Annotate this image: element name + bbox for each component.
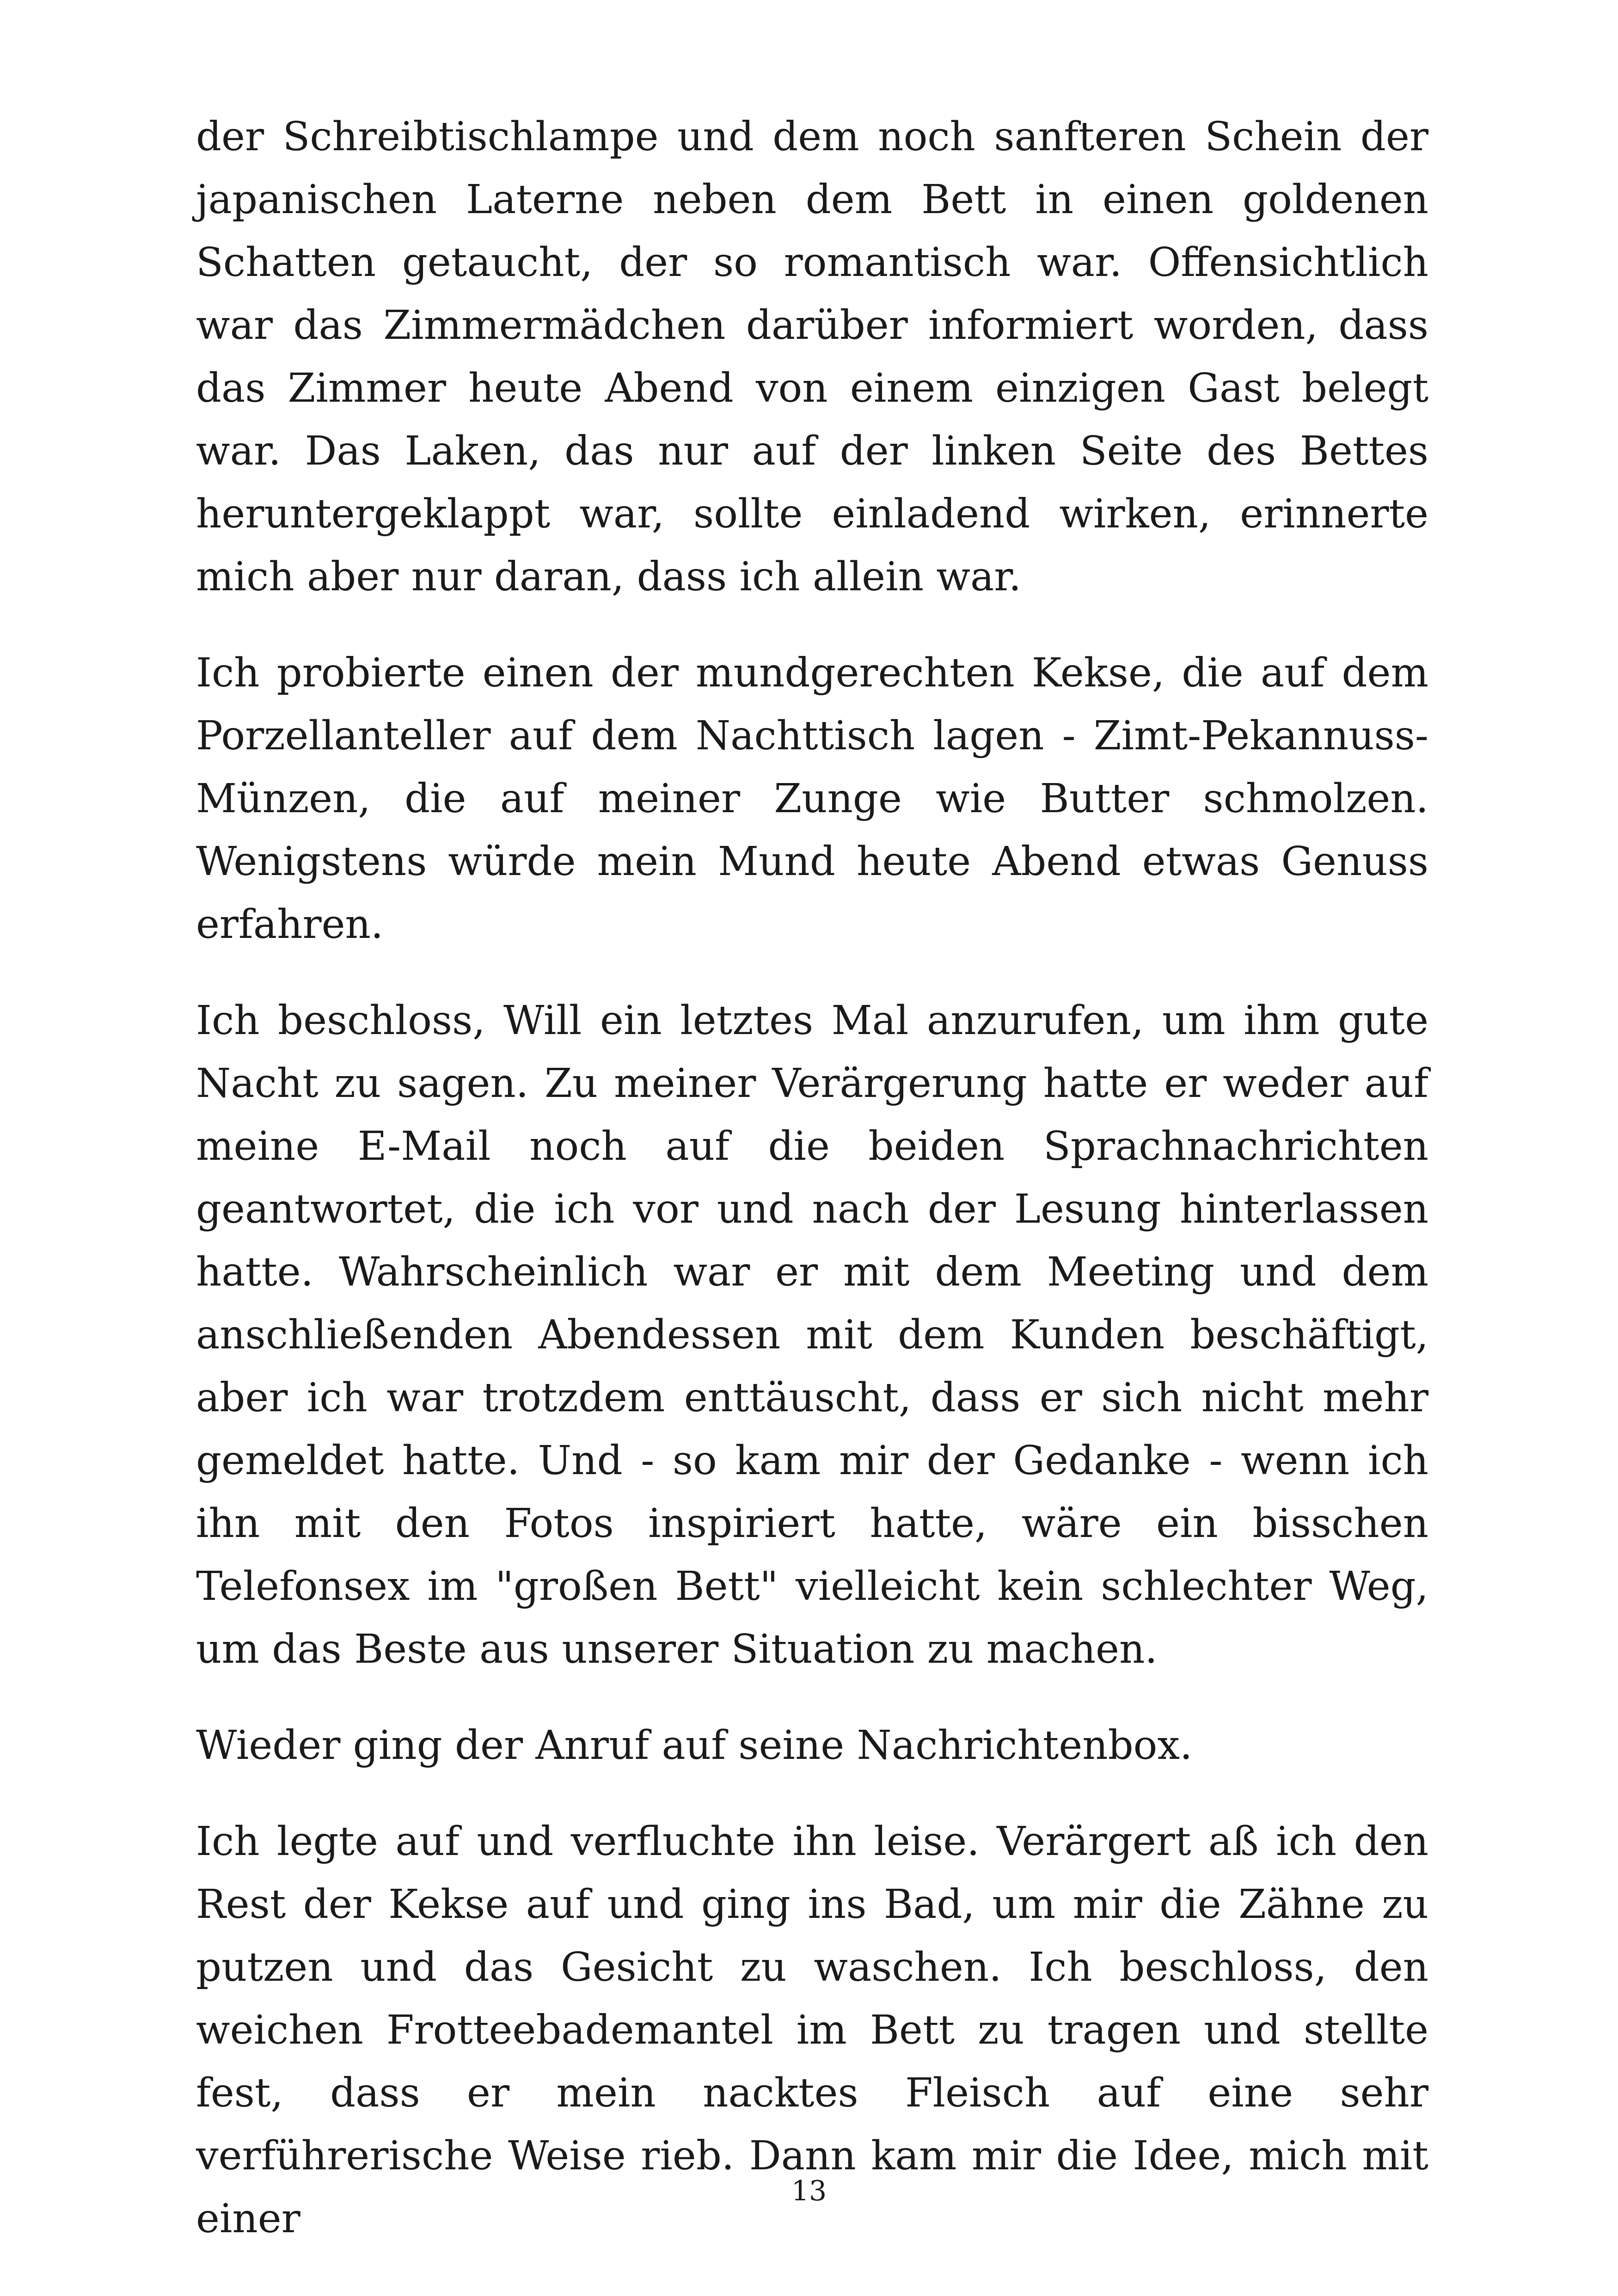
paragraph-2: Ich probierte einen der mundgerechten Kekse, die auf dem Porzellanteller auf dem Nachttisch lagen - Zimt-Pekannuss-Münzen, die auf meiner Zunge wie Butter schmolzen. Wenigstens würde mein Mund heute Abend etwas Genuss erfahren. xyxy=(196,650,1428,948)
paragraph-5: Ich legte auf und verfluchte ihn leise. Verärgert aß ich den Rest der Kekse auf und ging ins Bad, um mir die Zähne zu putzen und das Gesicht zu waschen. Ich beschloss, den weichen Frotteebademantel im Bett zu tragen und stellte fest, dass er mein nacktes Fleisch auf eine sehr verführerische Weise rieb. Dann kam mir die Idee, mich mit einer xyxy=(196,1818,1428,2242)
paragraph-3: Ich beschloss, Will ein letztes Mal anzurufen, um ihm gute Nacht zu sagen. Zu meiner Verärgerung hatte er weder auf meine E-Mail noch auf die beiden Sprachnachrichten geantwortet, die ich vor und nach der Lesung hinterlassen hatte. Wahrscheinlich war er mit dem Meeting und dem anschließenden Abendessen mit dem Kunden beschäftigt, aber ich war trotzdem enttäuscht, dass er sich nicht mehr gemeldet hatte. Und - so kam mir der Gedanke - wenn ich ihn mit den Fotos inspiriert hatte, wäre ein bisschen Telefonsex im "großen Bett" vielleicht kein schlechter Weg, um das Beste aus unserer Situation zu machen. xyxy=(196,998,1428,1672)
page-number: 13 xyxy=(791,2175,827,2207)
paragraph-1: der Schreibtischlampe und dem noch sanfteren Schein der japanischen Laterne neben dem Bett in einen goldenen Schatten getaucht, der so romantisch war. Offensichtlich war das Zimmermädchen darüber informiert worden, dass das Zimmer heute Abend von einem einzigen Gast belegt war. Das Laken, das nur auf der linken Seite des Bettes heruntergeklappt war, sollte einladend wirken, erinnerte mich aber nur daran, dass ich allein war. xyxy=(196,114,1428,600)
body-text xyxy=(196,105,1428,2284)
paragraph-4: Wieder ging der Anruf auf seine Nachrichtenbox. xyxy=(196,1722,1193,1769)
